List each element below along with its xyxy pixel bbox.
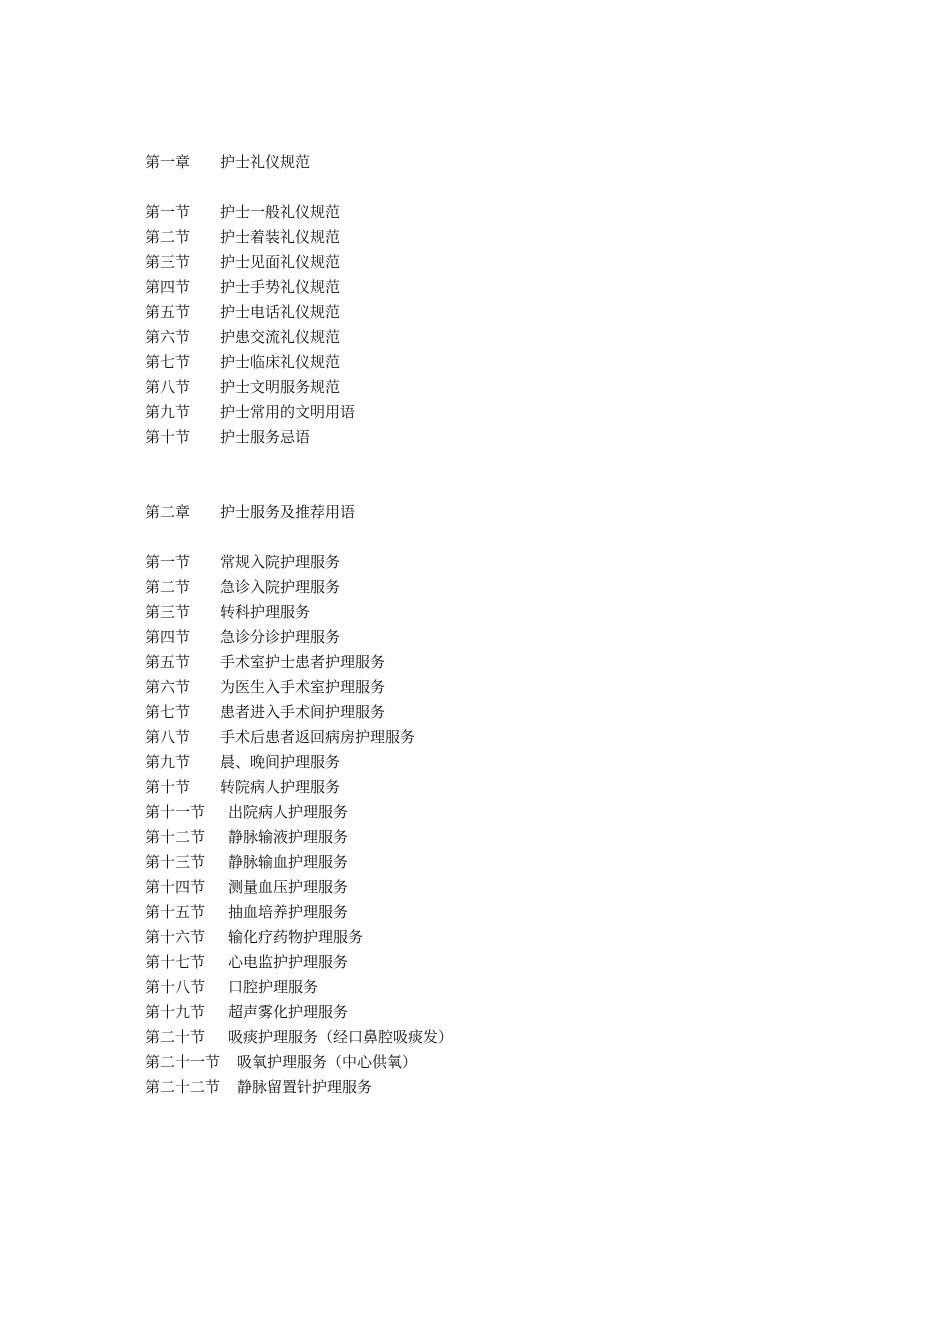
section-number: 第三节 <box>145 253 191 271</box>
section-number: 第十一节 <box>145 803 206 821</box>
section-title: 吸氧护理服务（中心供氧） <box>237 1053 418 1071</box>
section-number: 第七节 <box>145 353 191 371</box>
section-title: 护士常用的文明用语 <box>220 403 356 421</box>
chapter-heading <box>145 500 845 525</box>
toc-entry <box>145 300 845 325</box>
chapter-title: 护士服务及推荐用语 <box>220 503 356 521</box>
section-title: 转院病人护理服务 <box>220 778 341 796</box>
toc-entry <box>145 1000 845 1025</box>
section-number: 第二节 <box>145 228 191 246</box>
spacer <box>145 525 845 550</box>
section-title: 输化疗药物护理服务 <box>228 928 364 946</box>
toc-entry <box>145 825 845 850</box>
section-title: 护士见面礼仪规范 <box>220 253 341 271</box>
section-title: 手术后患者返回病房护理服务 <box>220 728 416 746</box>
section-number: 第八节 <box>145 378 191 396</box>
section-title: 护士一般礼仪规范 <box>220 203 341 221</box>
toc-entry <box>145 1075 845 1100</box>
toc-entry <box>145 625 845 650</box>
section-title: 护士文明服务规范 <box>220 378 341 396</box>
spacer <box>145 450 845 500</box>
section-list <box>145 200 845 450</box>
toc-entry <box>145 725 845 750</box>
section-title: 出院病人护理服务 <box>228 803 349 821</box>
toc-entry <box>145 750 845 775</box>
chapter-number: 第一章 <box>145 153 191 171</box>
toc-entry <box>145 225 845 250</box>
section-number: 第十四节 <box>145 878 206 896</box>
section-title: 晨、晚间护理服务 <box>220 753 341 771</box>
toc-entry <box>145 775 845 800</box>
toc-entry <box>145 950 845 975</box>
section-title: 护士服务忌语 <box>220 428 311 446</box>
section-title: 测量血压护理服务 <box>228 878 349 896</box>
section-number: 第九节 <box>145 753 191 771</box>
toc-entry <box>145 700 845 725</box>
section-title: 护士着装礼仪规范 <box>220 228 341 246</box>
section-number: 第十六节 <box>145 928 206 946</box>
toc-entry <box>145 650 845 675</box>
toc-entry <box>145 850 845 875</box>
section-list <box>145 550 845 1100</box>
section-number: 第十七节 <box>145 953 206 971</box>
section-title: 护士电话礼仪规范 <box>220 303 341 321</box>
section-title: 静脉留置针护理服务 <box>237 1078 373 1096</box>
section-number: 第十八节 <box>145 978 206 996</box>
toc-entry <box>145 800 845 825</box>
section-number: 第五节 <box>145 653 191 671</box>
toc-entry <box>145 600 845 625</box>
toc-entry <box>145 350 845 375</box>
section-title: 为医生入手术室护理服务 <box>220 678 386 696</box>
section-title: 患者进入手术间护理服务 <box>220 703 386 721</box>
section-title: 静脉输血护理服务 <box>228 853 349 871</box>
section-title: 手术室护士患者护理服务 <box>220 653 386 671</box>
section-number: 第二十二节 <box>145 1078 221 1096</box>
chapter-number: 第二章 <box>145 503 191 521</box>
section-number: 第一节 <box>145 553 191 571</box>
section-number: 第四节 <box>145 628 191 646</box>
section-number: 第七节 <box>145 703 191 721</box>
section-title: 吸痰护理服务（经口鼻腔吸痰发） <box>228 1028 454 1046</box>
toc-entry <box>145 375 845 400</box>
section-number: 第九节 <box>145 403 191 421</box>
section-title: 护士临床礼仪规范 <box>220 353 341 371</box>
section-title: 护士手势礼仪规范 <box>220 278 341 296</box>
section-number: 第三节 <box>145 603 191 621</box>
toc-entry <box>145 200 845 225</box>
section-title: 口腔护理服务 <box>228 978 319 996</box>
section-number: 第二十节 <box>145 1028 206 1046</box>
chapter-heading <box>145 150 845 175</box>
toc-entry <box>145 425 845 450</box>
toc-entry <box>145 875 845 900</box>
section-title: 超声雾化护理服务 <box>228 1003 349 1021</box>
section-title: 急诊分诊护理服务 <box>220 628 341 646</box>
toc-entry <box>145 925 845 950</box>
toc-entry <box>145 1025 845 1050</box>
section-number: 第一节 <box>145 203 191 221</box>
section-number: 第五节 <box>145 303 191 321</box>
section-number: 第二节 <box>145 578 191 596</box>
section-title: 常规入院护理服务 <box>220 553 341 571</box>
section-title: 心电监护护理服务 <box>228 953 349 971</box>
section-number: 第十节 <box>145 428 191 446</box>
toc-entry <box>145 675 845 700</box>
section-title: 急诊入院护理服务 <box>220 578 341 596</box>
section-number: 第四节 <box>145 278 191 296</box>
section-title: 护患交流礼仪规范 <box>220 328 341 346</box>
toc-entry <box>145 900 845 925</box>
toc-entry <box>145 1050 845 1075</box>
toc-entry <box>145 400 845 425</box>
section-number: 第八节 <box>145 728 191 746</box>
toc-entry <box>145 250 845 275</box>
toc-entry <box>145 975 845 1000</box>
spacer <box>145 175 845 200</box>
document-page <box>145 150 845 1100</box>
section-number: 第十九节 <box>145 1003 206 1021</box>
toc-entry <box>145 550 845 575</box>
section-title: 静脉输液护理服务 <box>228 828 349 846</box>
section-title: 抽血培养护理服务 <box>228 903 349 921</box>
section-number: 第十二节 <box>145 828 206 846</box>
toc-entry <box>145 325 845 350</box>
section-title: 转科护理服务 <box>220 603 311 621</box>
section-number: 第六节 <box>145 678 191 696</box>
section-number: 第二十一节 <box>145 1053 221 1071</box>
section-number: 第十节 <box>145 778 191 796</box>
toc-entry <box>145 275 845 300</box>
section-number: 第十三节 <box>145 853 206 871</box>
toc-entry <box>145 575 845 600</box>
section-number: 第六节 <box>145 328 191 346</box>
section-number: 第十五节 <box>145 903 206 921</box>
chapter-title: 护士礼仪规范 <box>220 153 311 171</box>
